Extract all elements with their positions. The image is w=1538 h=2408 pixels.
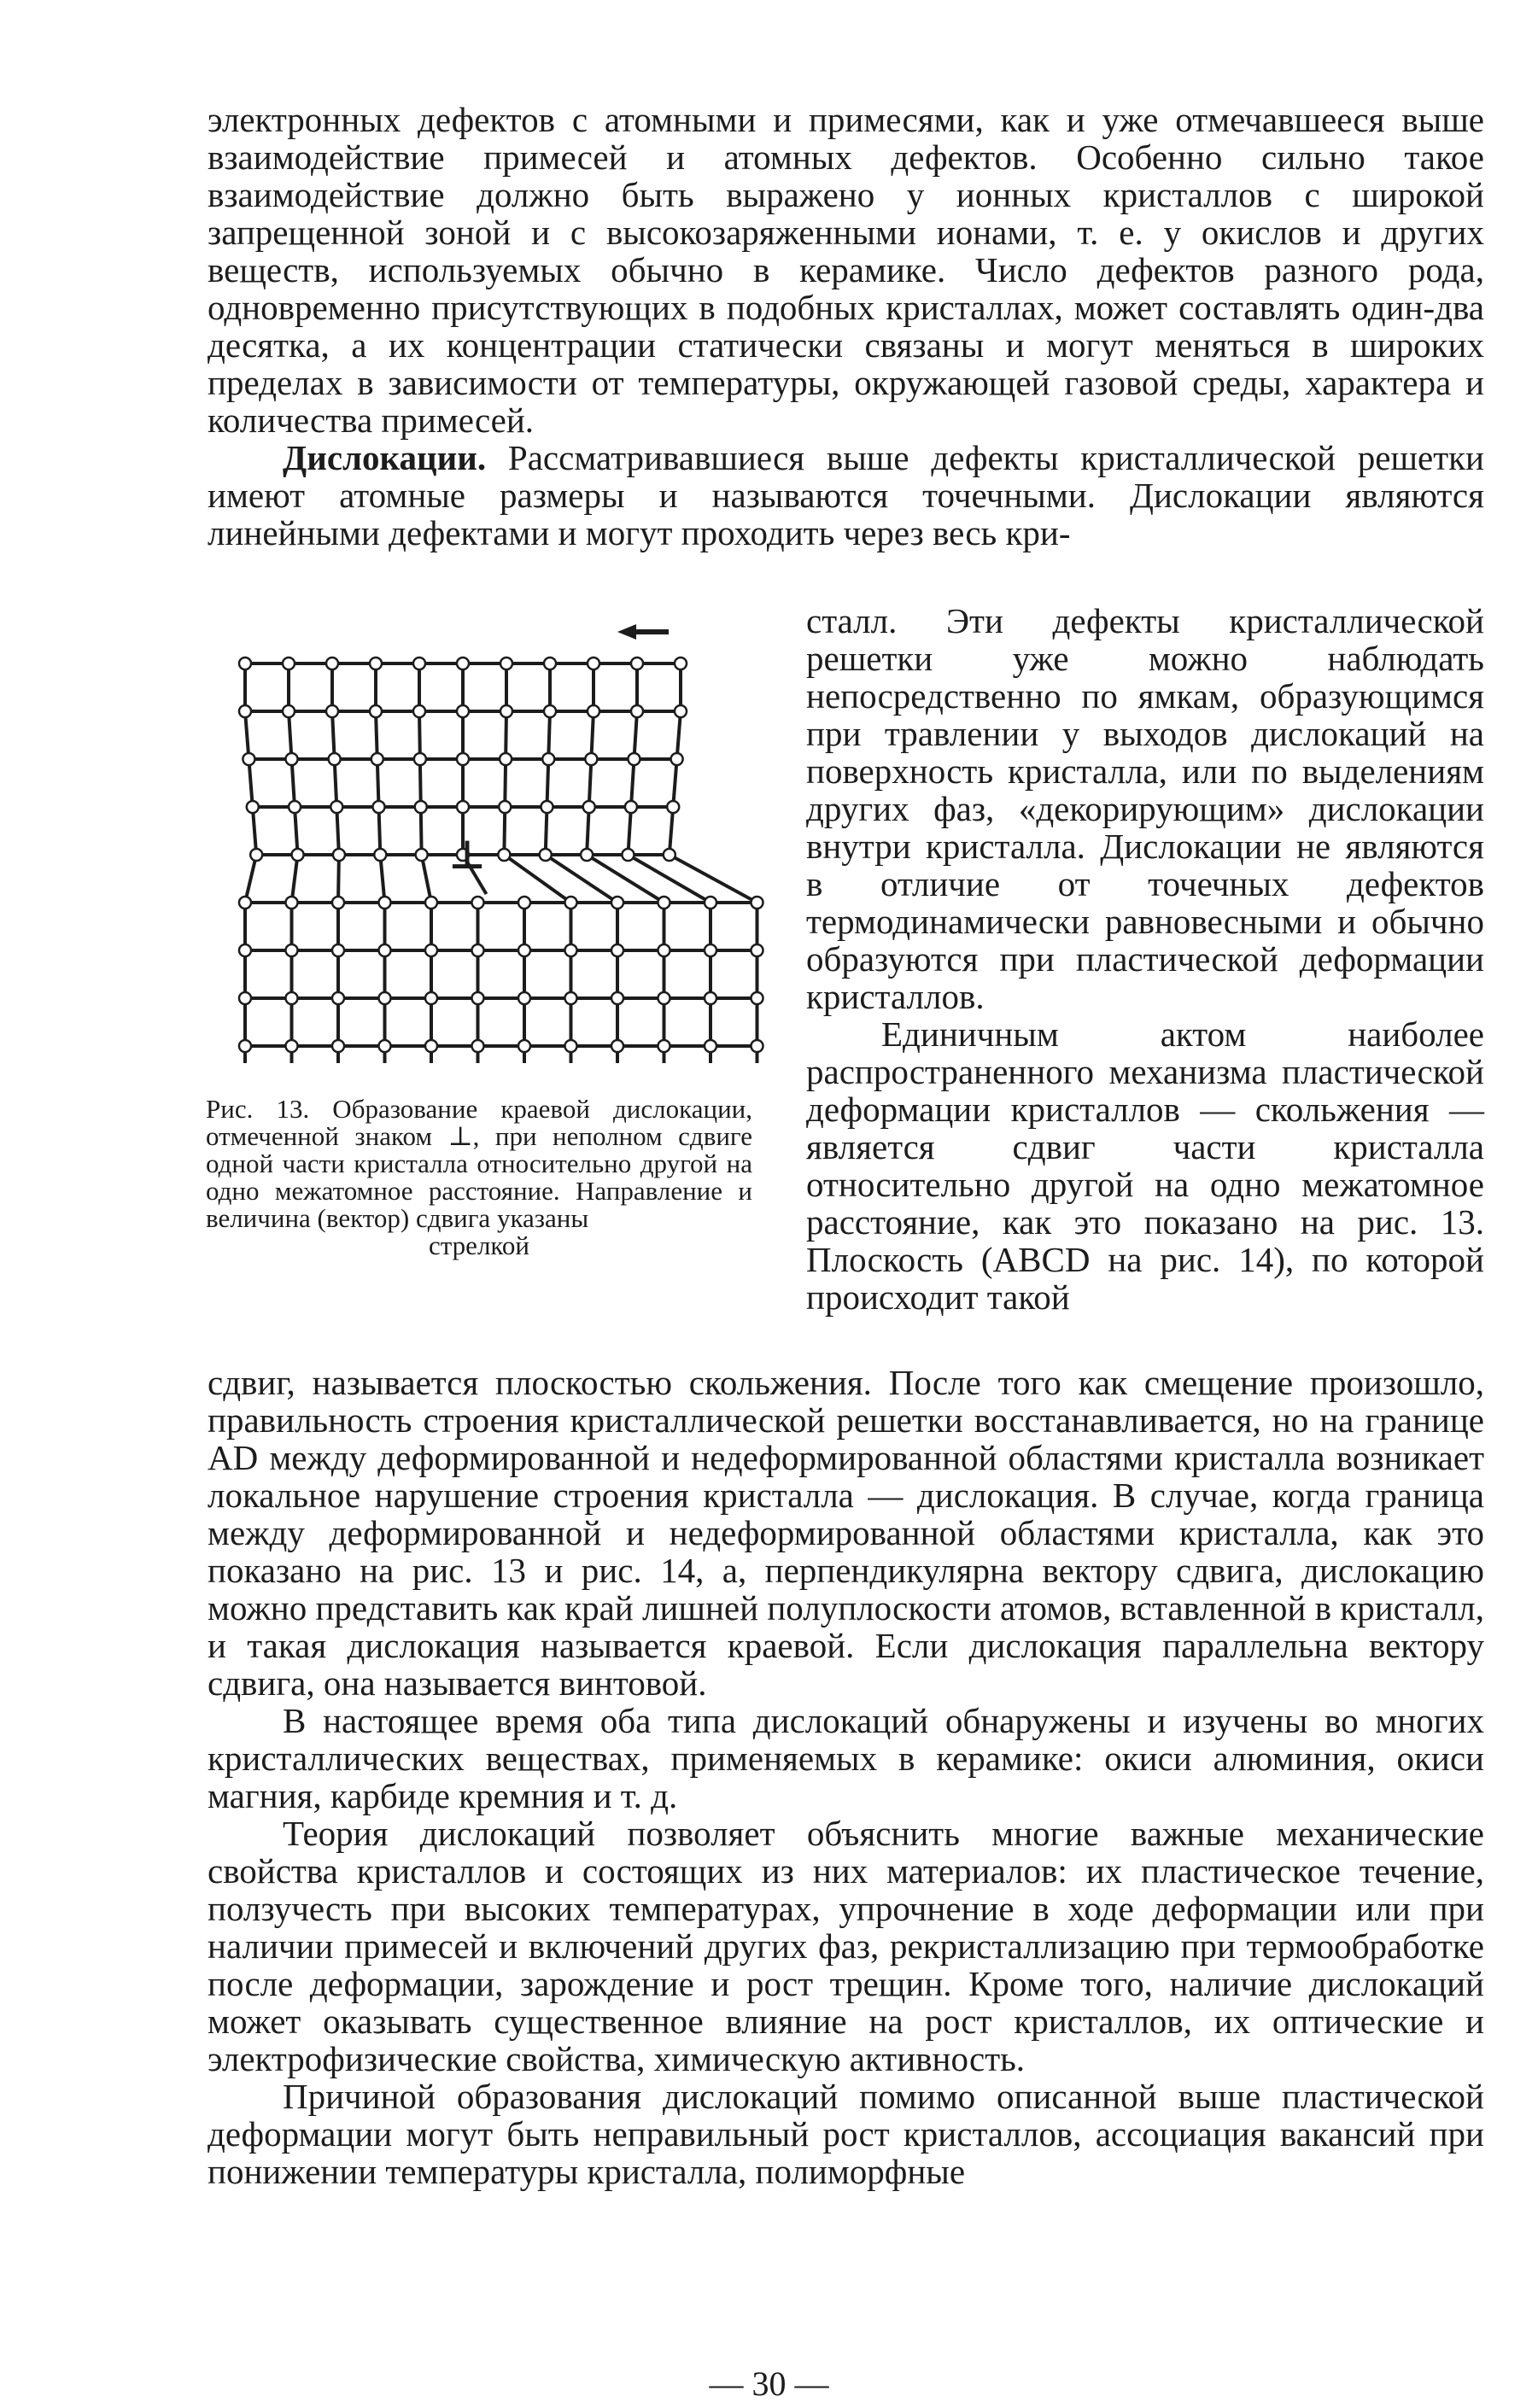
lattice-atom <box>425 944 437 956</box>
lattice-bond <box>421 807 422 855</box>
lattice-atom <box>283 705 295 717</box>
lattice-bond <box>422 855 431 903</box>
lattice-atom <box>330 801 342 813</box>
lattice-atom <box>542 753 554 765</box>
caption-text: Рис. 13. Образование краевой дислокации, отмеченной знаком ⊥, при неполном сдвиге одной части кристалла относительно другой на одно межатомное расстояние. Направление и величина (вектор) сдвига указаны <box>206 1094 752 1233</box>
lattice-atom <box>611 944 623 956</box>
page-number: — 30 — <box>709 2364 829 2403</box>
lattice-atom <box>518 1040 530 1052</box>
lattice-bond <box>295 807 298 855</box>
lattice-atom <box>472 1040 484 1052</box>
lattice-bond <box>292 759 295 807</box>
lattice-atom <box>658 1040 670 1052</box>
lattice-atom <box>585 753 597 765</box>
lattice-atom <box>413 705 425 717</box>
lattice-atom <box>425 897 437 909</box>
lattice-atom <box>588 705 599 717</box>
lattice-atom <box>239 1040 251 1052</box>
lattice-atom <box>500 705 512 717</box>
lattice-bond <box>336 807 339 855</box>
lattice-atom <box>611 1040 623 1052</box>
lattice-bond <box>253 807 256 855</box>
figure-13 <box>201 619 764 1260</box>
shear-arrow-icon <box>617 624 669 640</box>
lattice-bond <box>289 711 292 759</box>
lattice-atom <box>664 849 675 861</box>
lattice-atom <box>286 753 298 765</box>
lattice-atom <box>518 897 530 909</box>
lattice-bond <box>419 711 420 759</box>
lattice-atom <box>286 1040 298 1052</box>
text-column-bottom <box>208 1364 1484 2190</box>
lattice-atom <box>250 849 262 861</box>
lattice-bond <box>677 711 681 759</box>
lattice-atom <box>611 897 623 909</box>
lattice-bond <box>587 855 664 903</box>
lattice-atom <box>286 897 298 909</box>
lattice-bond <box>504 807 505 855</box>
lattice-atom <box>675 658 687 669</box>
paragraph-slip-rest: сдвиг, называется плоскостью скольжения. После того как смещение произошло, правильность строения кристаллической решетки восстанавливается, но на границе AD между деформированной и недеформированной областями кристалла возникает локальное нарушение строения кристалла — дислокация. В случае, когда граница между деформированной и недеформированной областями кристалла, как это показано на рис. 13 и рис. 14, а, перпендикулярна вектору сдвига, дислокацию можно представить как край лишней полуплоскости атомов, вставленной в кристалл, и такая дислокация называется краевой. Если дислокация параллельна вектору сдвига, она называется винтовой. <box>208 1363 1484 1703</box>
lattice-bond <box>589 759 592 807</box>
lattice-atom <box>631 658 643 669</box>
lattice-atom <box>413 658 425 669</box>
lattice-atom <box>675 705 687 717</box>
lattice-atom <box>472 944 484 956</box>
lattice-bond <box>338 855 339 903</box>
lattice-atom <box>540 849 552 861</box>
lattice-bond <box>245 855 256 903</box>
lattice-atom <box>332 992 344 1004</box>
paragraph-causes: Причиной образования дислокаций помимо описанной выше пластической деформации могут быть неправильный рост кристаллов, ассоциация вакансий при понижении температуры кристалла, полиморфные <box>208 2077 1484 2191</box>
lattice-atom <box>379 1040 391 1052</box>
text-column-top <box>208 101 1484 552</box>
lattice-atom <box>631 705 643 717</box>
lattice-atom <box>565 897 577 909</box>
lattice-atom <box>499 801 511 813</box>
lattice-atom <box>705 944 716 956</box>
lattice-bond <box>335 759 337 807</box>
paragraph-theory: Теория дислокаций позволяет объяснить многие важные механические свойства кристаллов и состоящих из них материалов: их пластическое течение, ползучесть при высоких температурах, упрочнение в ходе деформации или при наличии примесей и включений других фаз, рекристаллизацию при термообработке после деформации, зарождение и рост трещин. Кроме того, наличие дислокаций может оказывать существенное влияние на рост кристаллов, их оптические и электрофизические свойства, химическую активность. <box>208 1814 1484 2078</box>
lattice-atom <box>374 849 386 861</box>
lattice-atom <box>472 897 484 909</box>
dislocation-symbol: ⊥ <box>448 832 486 878</box>
lattice-bond <box>245 711 249 759</box>
lattice-atom <box>667 801 679 813</box>
lattice-atom <box>243 753 254 765</box>
lattice-atom <box>414 753 426 765</box>
lattice-bond <box>587 807 589 855</box>
lattice-bond <box>548 711 550 759</box>
paragraph-dislocations-cont: сталл. Эти дефекты кристаллической решетки уже можно наблюдать непосредственно по ямкам, образующимся при травлении у выходов дислокаций на поверхность кристалла, или по выделениям других фаз, «декорирующим» дислокации внутри кристалла. Дислокации не являются в отличие от точечных дефектов термодинамически равновесными и обычно образуются при пластической деформации кристаллов. <box>806 601 1484 1016</box>
lattice-bond <box>504 855 570 903</box>
lattice-atom <box>332 897 344 909</box>
lattice-atom <box>370 705 382 717</box>
lattice-atom <box>326 705 338 717</box>
lattice-atom <box>588 658 599 669</box>
lattice-atom <box>239 992 251 1004</box>
lattice-atom <box>498 849 510 861</box>
lattice-bond <box>634 711 637 759</box>
lattice-atom <box>289 801 301 813</box>
lattice-atom <box>658 992 670 1004</box>
lattice-atom <box>457 753 469 765</box>
lattice-atom <box>625 801 637 813</box>
lattice-bond <box>628 855 711 903</box>
lattice-bond <box>670 855 757 903</box>
lattice-atom <box>705 1040 716 1052</box>
lattice-atom <box>283 658 295 669</box>
lattice-atom <box>416 849 428 861</box>
lattice-atom <box>379 944 391 956</box>
lattice-atom <box>611 992 623 1004</box>
lattice-atom <box>565 944 577 956</box>
lattice-atom <box>751 1040 763 1052</box>
paragraph-slip-start: Единичным актом наиболее распространенного механизма пластической деформации кристаллов — скольжения — является сдвиг части кристалла относительно другой на одно межатомное расстояние, как это показано на рис. 13. Плоскость (ABCD на рис. 14), по которой происходит такой <box>806 1014 1484 1317</box>
lattice-atom <box>581 849 593 861</box>
lattice-atom <box>286 992 298 1004</box>
figure-caption <box>206 1096 752 1260</box>
lattice-bond <box>546 807 547 855</box>
lattice-bond <box>546 855 617 903</box>
lattice-atom <box>239 897 251 909</box>
lattice-atom <box>457 658 469 669</box>
lattice-atom <box>379 897 391 909</box>
lattice-atom <box>751 992 763 1004</box>
lattice-atom <box>247 801 259 813</box>
lattice-atom <box>425 992 437 1004</box>
lattice-bond <box>380 855 384 903</box>
lattice-bond <box>670 807 673 855</box>
caption-last-line: стрелкой <box>429 1230 529 1260</box>
lattice-bond <box>292 855 298 903</box>
lattice-atom <box>544 658 556 669</box>
lattice-atom <box>370 658 382 669</box>
lattice-atom <box>371 753 383 765</box>
lattice-atom <box>751 897 763 909</box>
lattice-atom <box>705 992 716 1004</box>
lattice-atom <box>541 801 553 813</box>
lattice-atom <box>705 897 716 909</box>
lattice-atom <box>628 753 640 765</box>
section-heading-dislocations: Дислокации. <box>283 438 487 477</box>
lattice-atom <box>518 992 530 1004</box>
lattice-bond <box>547 759 548 807</box>
lattice-atom <box>329 753 341 765</box>
paragraph-defects: электронных дефектов с атомными и примесями, как и уже отмечавшееся выше взаимодействие примесей и атомных дефектов. Особенно сильно такое взаимодействие должно быть выражено у ионных кристаллов с широкой запрещенной зоной и с высокозаряженными ионами, т. е. у окислов и других веществ, используемых обычно в керамике. Число дефектов разного рода, одновременно присутствующих в подобных кристаллах, может составлять один-два десятка, а их концентрации статически связаны и могут меняться в широких пределах в зависимости от температуры, окружающей газовой среды, характера и количества примесей. <box>208 100 1484 440</box>
lattice-atom <box>425 1040 437 1052</box>
lattice-atom <box>292 849 304 861</box>
lattice-atom <box>333 849 345 861</box>
lattice-bond <box>379 807 381 855</box>
lattice-bond <box>591 711 594 759</box>
lattice-atom <box>671 753 683 765</box>
lattice-atom <box>415 801 427 813</box>
lattice-atom <box>286 944 298 956</box>
lattice-atom <box>332 944 344 956</box>
lattice-atom <box>583 801 595 813</box>
lattice-bond <box>628 807 631 855</box>
lattice-atom <box>239 944 251 956</box>
lattice-bond <box>673 759 676 807</box>
lattice-bond <box>332 711 335 759</box>
lattice-atom <box>373 801 385 813</box>
lattice-atom <box>332 1040 344 1052</box>
lattice-atom <box>658 944 670 956</box>
lattice-diagram <box>201 619 764 1063</box>
lattice-atom <box>500 658 512 669</box>
text-column-side <box>806 602 1484 1316</box>
lattice-atom <box>751 944 763 956</box>
lattice-atom <box>565 1040 577 1052</box>
lattice-atom <box>472 992 484 1004</box>
lattice-atom <box>239 705 251 717</box>
lattice-atom <box>239 658 251 669</box>
lattice-bond <box>420 759 421 807</box>
lattice-atom <box>658 897 670 909</box>
lattice-bond <box>377 759 379 807</box>
lattice-bond <box>505 759 506 807</box>
lattice-bond <box>631 759 634 807</box>
paragraph-dislocations-text: Рассматривавшиеся выше дефекты кристаллической решетки имеют атомные размеры и называются точечными. Дислокации являются линейными дефектами и могут проходить через весь кри- <box>208 438 1484 552</box>
lattice-atom <box>565 992 577 1004</box>
lattice-atom <box>457 705 469 717</box>
lattice-bond <box>249 759 252 807</box>
lattice-atom <box>379 992 391 1004</box>
lattice-atom <box>457 801 469 813</box>
lattice-bond <box>376 711 377 759</box>
lattice-atom <box>518 944 530 956</box>
lattice-atom <box>326 658 338 669</box>
lattice-atom <box>622 849 634 861</box>
paragraph-observed: В настоящее время оба типа дислокаций обнаружены и изучены во многих кристаллических веществах, применяемых в керамике: окиси алюминия, окиси магния, карбиде кремния и т. д. <box>208 1701 1484 1815</box>
paragraph-dislocations-intro <box>208 439 1484 552</box>
lattice-atom <box>544 705 556 717</box>
lattice-atom <box>500 753 512 765</box>
